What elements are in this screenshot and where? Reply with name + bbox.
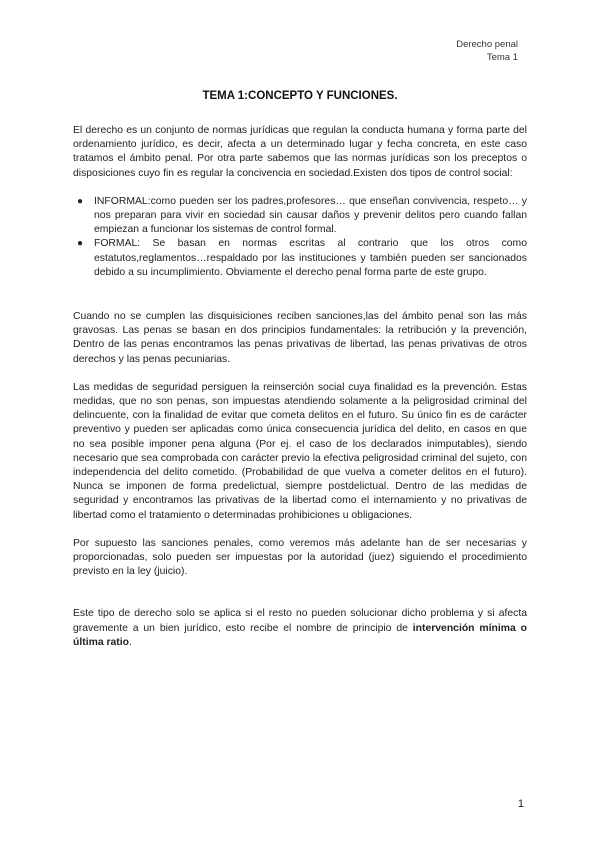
paragraph-medidas-seguridad: Las medidas de seguridad persiguen la reinserción social cuya finalidad es la prevención. Estas medidas, que no son penas, son impuestas atendiendo solamente a la peligrosidad criminal del delincuente, con la finalidad de evitar que cometa delitos en el futuro. Su único fin es de carácter preventivo y pueden ser aplicadas como única consecuencia jurídica del delito, en casos en que no sea posible imponer pena alguna (Por ej. el caso de los declarados inimputables), siendo necesario que sea comprobada con carácter previo la efectiva peligrosidad criminal del sujeto, con independencia del delito cometido. (Probabilidad de que vuelva a cometer delitos en el futuro). Nunca se imponen de forma predelictual, siempre postdelictual. Dentro de las medidas de seguridad y encontramos las privativas de la libertad como el internamiento y no privativas de libertad como el tratamiento o determinadas prohibiciones u obligaciones. <box>73 381 527 521</box>
paragraph-end: . <box>129 636 132 648</box>
paragraph-sanciones-penales: Por supuesto las sanciones penales, como veremos más adelante han de ser necesarias y proporcionadas, solo pueden ser impuestas por la autoridad (juez) siguiendo el procedimiento previsto en la ley (juicio). <box>73 537 527 578</box>
page-title: TEMA 1:CONCEPTO Y FUNCIONES. <box>202 90 398 102</box>
header-topic: Tema 1 <box>486 52 518 63</box>
bullet-icon: ● <box>77 195 84 207</box>
list-item-text: FORMAL: Se basan en normas escritas al contrario que los otros como estatutos,reglamentos…respaldado por las instituciones y también pueden ser sancionados debido a su incumplimiento. Obviamente el derecho penal forma parte de este grupo. <box>94 238 527 278</box>
header-subject: Derecho penal <box>456 39 518 50</box>
document-body <box>73 124 527 650</box>
paragraph-text: Este tipo de derecho solo se aplica si el resto no pueden solucionar dicho problema y si afecta gravemente a un bien jurídico, esto recibe el nombre de principio de <box>73 608 527 634</box>
control-social-list <box>73 195 527 280</box>
list-item <box>77 237 527 280</box>
list-item-text: INFORMAL:como pueden ser los padres,profesores… que enseñan convivencia, respeto… y nos preparan para vivir en sociedad sin causar daños y prevenir delitos pero cuando fallan empiezan a funcionar los sistemas de control formal. <box>94 195 527 236</box>
bold-term: intervención mínima o última ratio <box>73 622 527 648</box>
page-header <box>456 38 518 64</box>
bullet-icon: ● <box>77 238 84 250</box>
paragraph-intervencion-minima <box>73 607 527 650</box>
page-number: 1 <box>517 798 524 810</box>
paragraph-sanciones: Cuando no se cumplen las disquisiciones reciben sanciones,las del ámbito penal son las más gravosas. Las penas se basan en dos principios fundamentales: la retribución y la prevención, Dentro de las penas encontramos las penas privativas de libertad, las penas privativas de otros derechos y las penas pecuniarias. <box>73 311 527 365</box>
intro-paragraph: El derecho es un conjunto de normas jurídicas que regulan la conducta humana y forma parte del ordenamiento jurídico, es decir, afecta a un determinado lugar y fecha concreta, en este caso tratamos el ámbito penal. Por otra parte sabemos que las normas jurídicas son los preceptos o disposiciones cuyo fin es regular la concivencia en sociedad.Existen dos tipos de control social: <box>73 125 527 179</box>
list-item <box>77 195 527 238</box>
